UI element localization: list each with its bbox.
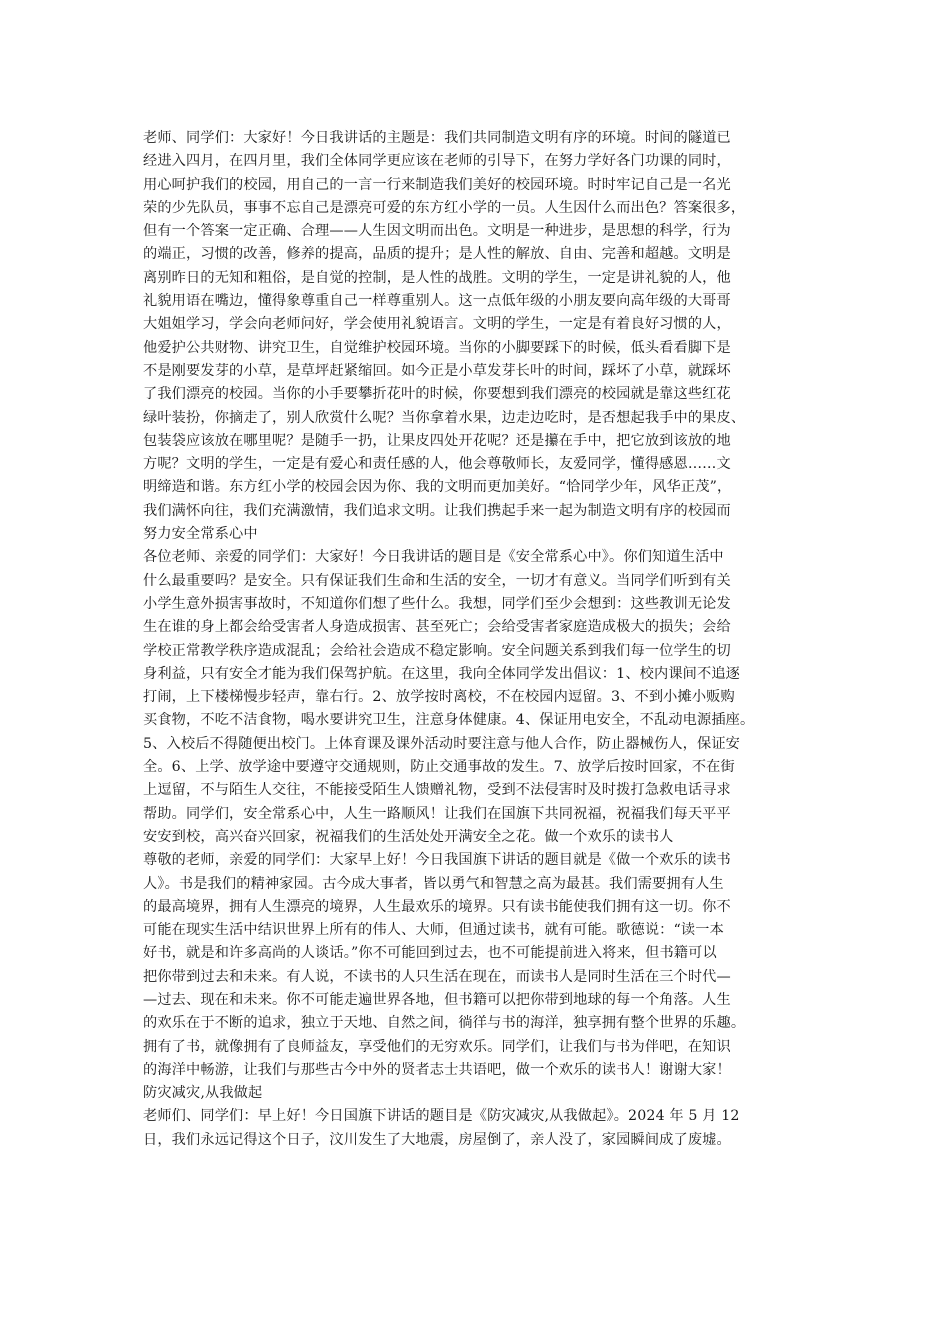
paragraph-line: 身利益，只有安全才能为我们保驾护航。在这里，我向全体同学发出倡议：1、校内课间不追逐 xyxy=(143,665,741,682)
paragraph-line: 帮助。同学们，安全常系心中，人生一路顺风！让我们在国旗下共同祝福，祝福我们每天平平 xyxy=(143,805,731,822)
paragraph-line: 方呢？文明的学生，一定是有爱心和责任感的人，他会尊敬师长，友爱同学，懂得感恩……文 xyxy=(143,456,731,473)
paragraph-line: 尊敬的老师，亲爱的同学们：大家早上好！今日我国旗下讲话的题目就是《做一个欢乐的读书 xyxy=(143,852,731,869)
paragraph-line: 绿叶装扮，你摘走了，别人欣赏什么呢？当你拿着水果，边走边吃时，是否想起我手中的果皮、 xyxy=(143,409,746,426)
paragraph-line: 各位老师、亲爱的同学们：大家好！今日我讲话的题目是《安全常系心中》。你们知道生活中 xyxy=(143,549,724,566)
paragraph-line: 的海洋中畅游，让我们与那些古今中外的贤者志士共语吧，做一个欢乐的读书人！谢谢大家！ xyxy=(143,1061,731,1078)
paragraph-line: 老师们、同学们：早上好！今日国旗下讲话的题目是《防灾减灾,从我做起》。2024 年 5 月 12 xyxy=(143,1108,740,1125)
speech-reading xyxy=(143,849,815,1082)
paragraph-line: 明缔造和谐。东方红小学的校园会因为你、我的文明而更加美好。“恰同学少年，风华正茂”， xyxy=(143,479,732,496)
paragraph-line: 但有一个答案一定正确、合理——人生因文明而出色。文明是一种进步，是思想的科学，行为 xyxy=(143,223,731,240)
paragraph-line: 荣的少先队员，事事不忘自己是漂亮可爱的东方红小学的一员。人生因什么而出色？答案很多， xyxy=(143,199,746,216)
paragraph-line: 把你带到过去和未来。有人说，不读书的人只生活在现在，而读书人是同时生活在三个时代— xyxy=(143,968,731,985)
speech-disaster xyxy=(143,1082,815,1152)
document-body xyxy=(143,127,815,1152)
paragraph-line: 可能在现实生活中结识世界上所有的伟人、大师，但通过读书，就有可能。歌德说：“读一本 xyxy=(143,922,724,939)
paragraph-line: —过去、现在和未来。你不可能走遍世界各地，但书籍可以把你带到地球的每一个角落。人生 xyxy=(143,991,731,1008)
paragraph-line: 用心呵护我们的校园，用自己的一言一行来制造我们美好的校园环境。时时牢记自己是一名光 xyxy=(143,176,731,193)
paragraph-line: 打闹，上下楼梯慢步轻声，靠右行。2、放学按时离校，不在校园内逗留。3、不到小摊小贩购 xyxy=(143,689,735,706)
paragraph-line: 生在谁的身上都会给受害者人身造成损害、甚至死亡；会给受害者家庭造成极大的损失；会给 xyxy=(143,619,731,636)
paragraph-line: 日，我们永远记得这个日子，汶川发生了大地震，房屋倒了，亲人没了，家园瞬间成了废墟。 xyxy=(143,1131,731,1148)
paragraph-line: 经进入四月，在四月里，我们全体同学更应该在老师的引导下，在努力学好各门功课的同时， xyxy=(143,153,731,170)
paragraph-line: 小学生意外损害事故时，不知道你们想了些什么。我想，同学们至少会想到：这些教训无论发 xyxy=(143,595,731,612)
paragraph-line: 拥有了书，就像拥有了良师益友，享受他们的无穷欢乐。同学们，让我们与书为伴吧，在知识 xyxy=(143,1038,731,1055)
paragraph-line: 了我们漂亮的校园。当你的小手要攀折花叶的时候，你要想到我们漂亮的校园就是靠这些红花 xyxy=(143,386,731,403)
speech-title: 防灾减灾,从我做起 xyxy=(143,1085,263,1102)
speech-title: 努力安全常系心中 xyxy=(143,526,258,543)
paragraph-line: 人》。书是我们的精神家园。古今成大事者，皆以勇气和智慧之高为最甚。我们需要拥有人生 xyxy=(143,875,724,892)
paragraph-line: 老师、同学们：大家好！今日我讲话的主题是：我们共同制造文明有序的环境。时间的隧道已 xyxy=(143,130,731,146)
paragraph-line: 好书，就是和许多高尚的人谈话。”你不可能回到过去，也不可能提前进入将来，但书籍可以 xyxy=(143,945,717,962)
paragraph-line: 他爱护公共财物、讲究卫生，自觉维护校园环境。当你的小脚要踩下的时候，低头看看脚下是 xyxy=(143,339,731,356)
paragraph-line: 的欢乐在于不断的追求，独立于天地、自然之间，徜徉与书的海洋，独享拥有整个世界的乐趣。 xyxy=(143,1015,746,1032)
paragraph-line: 的最高境界，拥有人生漂亮的境界，人生最欢乐的境界。只有读书能使我们拥有这一切。你不 xyxy=(143,898,731,915)
paragraph-line: 买食物，不吃不洁食物，喝水要讲究卫生，注意身体健康。4、保证用电安全，不乱动电源插座。 xyxy=(143,712,755,729)
speech-civilization xyxy=(143,127,815,523)
paragraph-line: 全。6、上学、放学途中要遵守交通规则，防止交通事故的发生。7、放学后按时回家，不在街 xyxy=(143,759,735,776)
speech-safety xyxy=(143,523,815,849)
paragraph-line: 离别昨日的无知和粗俗，是自觉的控制，是人性的战胜。文明的学生，一定是讲礼貌的人，他 xyxy=(143,269,731,286)
paragraph-line: 的端正，习惯的改善，修养的提高，品质的提升；是人性的解放、自由、完善和超越。文明是 xyxy=(143,246,731,263)
paragraph-line: 5、入校后不得随便出校门。上体育课及课外活动时要注意与他人合作，防止器械伤人，保证安 xyxy=(143,735,741,752)
paragraph-line: 学校正常教学秩序造成混乱；会给社会造成不稳定影响。安全问题关系到我们每一位学生的切 xyxy=(143,642,731,659)
paragraph-line: 安安到校，高兴奋兴回家，祝福我们的生活处处开满安全之花。做一个欢乐的读书人 xyxy=(143,828,674,845)
paragraph-line: 大姐姐学习，学会向老师问好，学会使用礼貌语言。文明的学生，一定是有着良好习惯的人， xyxy=(143,316,731,333)
paragraph-line: 什么最重要吗？是安全。只有保证我们生命和生活的安全，一切才有意义。当同学们听到有关 xyxy=(143,572,731,589)
paragraph-line: 我们满怀向往，我们充满激情，我们追求文明。让我们携起手来一起为制造文明有序的校园而 xyxy=(143,502,731,519)
paragraph-line: 礼貌用语在嘴边，懂得象尊重自己一样尊重别人。这一点低年级的小朋友要向高年级的大哥哥 xyxy=(143,293,731,310)
paragraph-line: 不是刚要发芽的小草，是草坪赶紧缩回。如今正是小草发芽长叶的时间，踩坏了小草，就踩坏 xyxy=(143,362,731,379)
paragraph-line: 包装袋应该放在哪里呢？是随手一扔，让果皮四处开花呢？还是攥在手中，把它放到该放的地 xyxy=(143,432,731,449)
paragraph-line: 上逗留，不与陌生人交往，不能接受陌生人馈赠礼物，受到不法侵害时及时拨打急救电话寻求 xyxy=(143,782,731,799)
